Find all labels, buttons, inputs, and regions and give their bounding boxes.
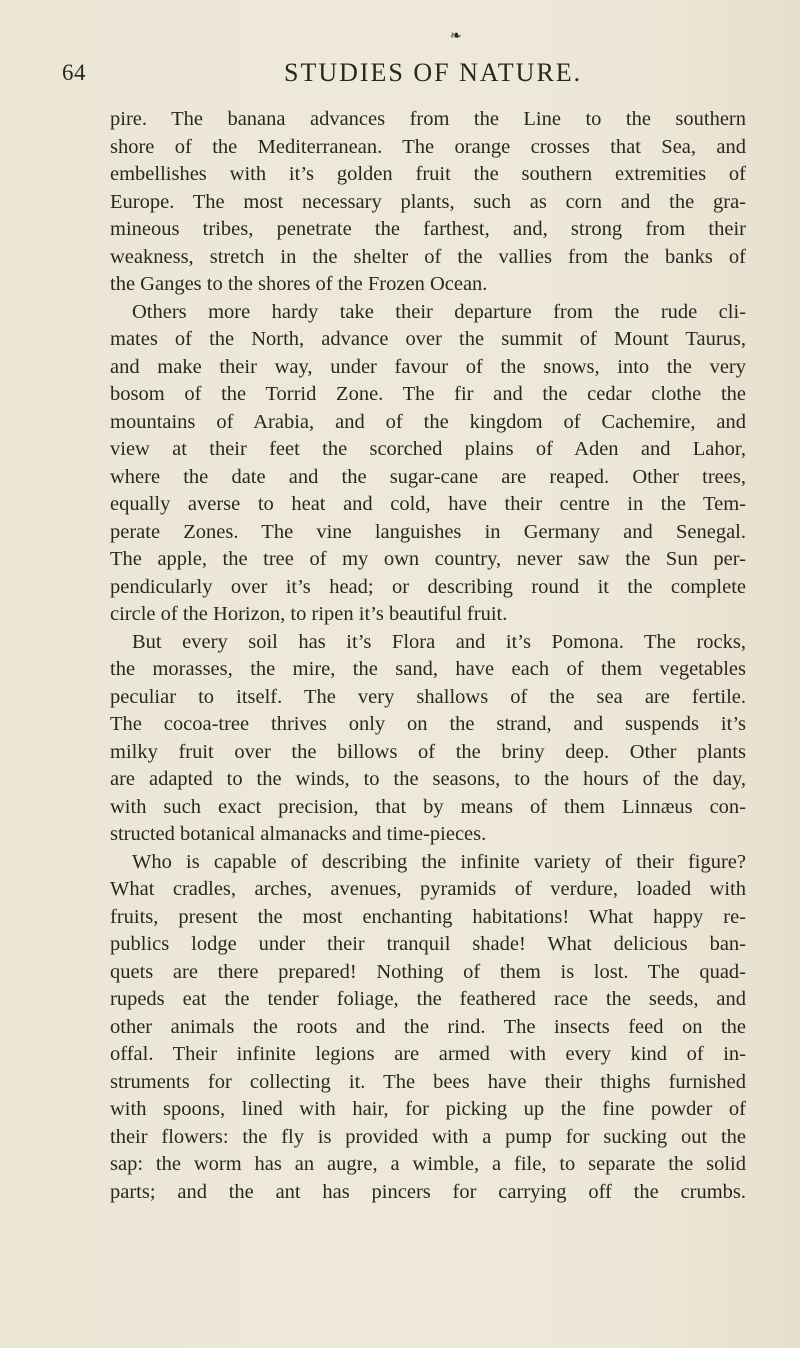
text-line: with spoons, lined with hair, for picking up the fine powder of [110, 1098, 746, 1120]
text-line: embellishes with it’s golden fruit the southern extremities of [110, 163, 746, 185]
text-line: bosom of the Torrid Zone. The fir and the cedar clothe the [110, 383, 746, 405]
text-line: mates of the North, advance over the summit of Mount Taurus, [110, 328, 746, 350]
text-line: mountains of Arabia, and of the kingdom of Cachemire, and [110, 410, 746, 433]
page-number: 64 [62, 60, 86, 85]
text-line: perate Zones. The vine languishes in Germany and Senegal. [110, 520, 746, 543]
text-line: the Ganges to the shores of the Frozen Ocean. [110, 273, 488, 295]
text-line: other animals the roots and the rind. The insects feed on the [110, 1015, 746, 1038]
text-line: quets are there prepared! Nothing of them is lost. The quad- [110, 960, 746, 983]
printer-ornament-icon: ❧ [450, 29, 462, 44]
text-line: parts; and the ant has pincers for carrying off the crumbs. [110, 1180, 746, 1203]
text-line: with such exact precision, that by means of them Linnæus con- [110, 795, 746, 818]
text-line: fruits, present the most enchanting habitations! What happy re- [110, 905, 746, 928]
text-line: publics lodge under their tranquil shade! What delicious ban- [110, 933, 746, 955]
text-line: weakness, stretch in the shelter of the vallies from the banks of [110, 245, 746, 268]
text-line: are adapted to the winds, to the seasons, to the hours of the day, [110, 768, 746, 790]
page-header [62, 58, 762, 88]
text-line: The apple, the tree of my own country, never saw the Sun per- [110, 548, 746, 570]
text-line: offal. Their infinite legions are armed with every kind of in- [110, 1043, 746, 1065]
text-line: Others more hardy take their departure from the rude cli- [132, 300, 746, 323]
text-line: Who is capable of describing the infinite variety of their figure? [132, 850, 746, 873]
text-line: and make their way, under favour of the snows, into the very [110, 355, 746, 378]
text-line: milky fruit over the billows of the briny deep. Other plants [110, 740, 746, 763]
text-line: struments for collecting it. The bees have their thighs furnished [110, 1070, 746, 1093]
running-title: STUDIES OF NATURE. [284, 58, 583, 87]
text-line: The cocoa-tree thrives only on the strand, and suspends it’s [110, 713, 746, 735]
text-line: circle of the Horizon, to ripen it’s beautiful fruit. [110, 603, 508, 625]
text-line: equally averse to heat and cold, have their centre in the Tem- [110, 493, 746, 515]
text-line: rupeds eat the tender foliage, the feathered race the seeds, and [110, 988, 746, 1010]
text-line: Europe. The most necessary plants, such as corn and the gra- [110, 190, 746, 213]
text-line: But every soil has it’s Flora and it’s Pomona. The rocks, [132, 630, 746, 653]
text-line: peculiar to itself. The very shallows of the sea are fertile. [110, 685, 746, 708]
text-line: view at their feet the scorched plains of Aden and Lahor, [110, 438, 746, 460]
text-line: mineous tribes, penetrate the farthest, and, strong from their [110, 218, 746, 240]
text-line: sap: the worm has an augre, a wimble, a file, to separate the solid [110, 1153, 746, 1175]
body-text [110, 106, 746, 1206]
text-line: What cradles, arches, avenues, pyramids of verdure, loaded with [110, 878, 746, 900]
text-line: where the date and the sugar-cane are reaped. Other trees, [110, 465, 746, 488]
text-line: shore of the Mediterranean. The orange crosses that Sea, and [110, 135, 746, 158]
text-line: pendicularly over it’s head; or describing round it the complete [110, 575, 746, 598]
text-line: pire. The banana advances from the Line to the southern [110, 108, 746, 130]
text-line: the morasses, the mire, the sand, have each of them vegetables [110, 658, 746, 680]
text-line: their flowers: the fly is provided with a pump for sucking out the [110, 1125, 746, 1148]
text-line: structed botanical almanacks and time-pieces. [110, 823, 487, 845]
